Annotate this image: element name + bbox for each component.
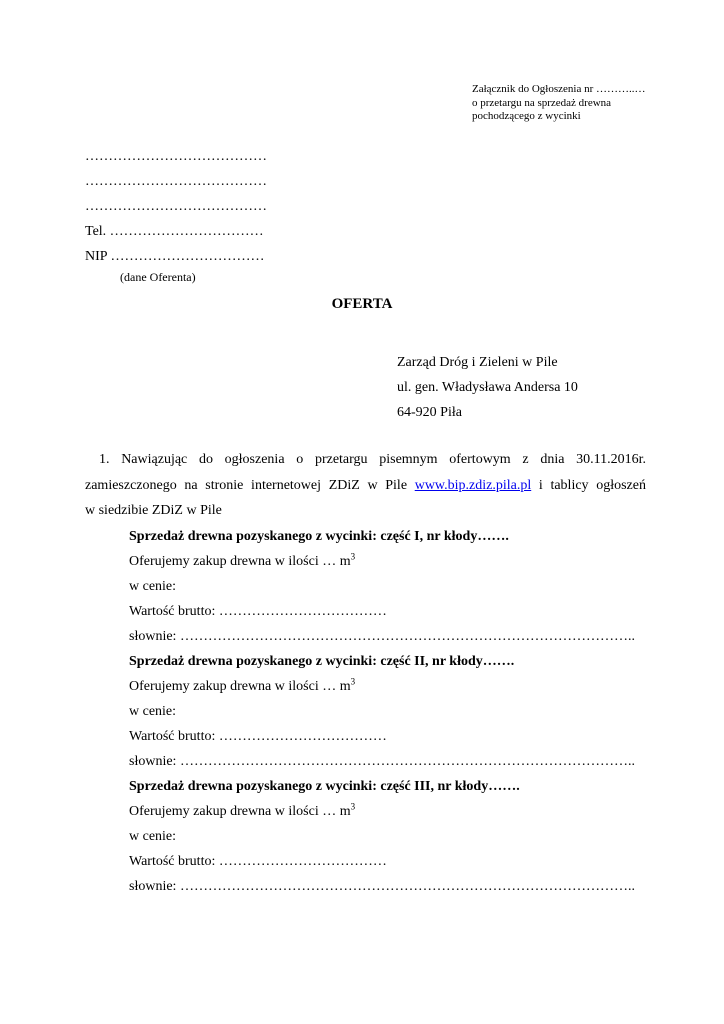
offer-sections bbox=[129, 524, 651, 899]
offerer-nip-line: NIP …………………………… bbox=[85, 249, 265, 264]
cubic-meter-superscript: 3 bbox=[350, 676, 356, 687]
recipient-street: ul. gen. Władysława Andersa 10 bbox=[397, 380, 578, 395]
annex-note-line3: pochodzącego z wycinki bbox=[472, 110, 581, 122]
cubic-meter-superscript: 3 bbox=[350, 801, 356, 812]
section-2-heading: Sprzedaż drewna pozyskanego z wycinki: część II, nr kłody……. bbox=[129, 654, 515, 669]
section-2-words-line: słownie: …………………………………………………………………………………….. bbox=[129, 754, 635, 769]
section-1-heading: Sprzedaż drewna pozyskanego z wycinki: część I, nr kłody……. bbox=[129, 529, 509, 544]
offerer-tel-line: Tel. …………………………… bbox=[85, 224, 264, 239]
intro-paragraph bbox=[85, 447, 646, 524]
section-3-price-line: w cenie: bbox=[129, 829, 177, 844]
offerer-caption: (dane Oferenta) bbox=[120, 270, 196, 284]
section-1-gross-line: Wartość brutto: ……………………………… bbox=[129, 604, 387, 619]
intro-line1: 1. Nawiązując do ogłoszenia o przetargu pisemnym ofertowym z dnia 30.11.2016r. bbox=[99, 452, 646, 467]
section-2-quantity-line bbox=[129, 674, 651, 699]
section-1-quantity-line bbox=[129, 549, 651, 574]
recipient-block bbox=[397, 350, 578, 425]
section-3-words-line: słownie: …………………………………………………………………………………….. bbox=[129, 879, 635, 894]
section-2-gross-line: Wartość brutto: ……………………………… bbox=[129, 729, 387, 744]
intro-line2-after: i tablicy ogłoszeń bbox=[531, 477, 646, 493]
recipient-city: 64-920 Piła bbox=[397, 405, 462, 420]
section-1-words-line: słownie: …………………………………………………………………………………….. bbox=[129, 629, 635, 644]
document-title: OFERTA bbox=[331, 296, 393, 312]
annex-note-line1: Załącznik do Ogłoszenia nr ………..… bbox=[472, 83, 646, 95]
intro-line3: w siedzibie ZDiZ w Pile bbox=[85, 503, 222, 518]
offerer-block bbox=[85, 144, 267, 286]
quantity-text: Oferujemy zakup drewna w ilości … m bbox=[129, 554, 351, 569]
intro-line2-before: zamieszczonego na stronie internetowej ZDiZ w Pile bbox=[85, 477, 415, 493]
section-3-quantity-line bbox=[129, 799, 651, 824]
section-3-heading: Sprzedaż drewna pozyskanego z wycinki: część III, nr kłody……. bbox=[129, 779, 520, 794]
annex-note-line2: o przetargu na sprzedaż drewna bbox=[472, 96, 612, 109]
recipient-name: Zarząd Dróg i Zieleni w Pile bbox=[397, 355, 558, 370]
intro-line2 bbox=[85, 473, 646, 499]
cubic-meter-superscript: 3 bbox=[350, 551, 356, 562]
section-1-price-line: w cenie: bbox=[129, 579, 177, 594]
section-3-gross-line: Wartość brutto: ……………………………… bbox=[129, 854, 387, 869]
offerer-blank-line: ………………………………… bbox=[85, 174, 267, 189]
quantity-text: Oferujemy zakup drewna w ilości … m bbox=[129, 804, 351, 819]
annex-note bbox=[472, 83, 646, 124]
offerer-blank-line: ………………………………… bbox=[85, 199, 267, 214]
quantity-text: Oferujemy zakup drewna w ilości … m bbox=[129, 679, 351, 694]
section-2-price-line: w cenie: bbox=[129, 704, 177, 719]
zdiz-website-link[interactable]: www.bip.zdiz.pila.pl bbox=[414, 477, 532, 493]
offerer-blank-line: ………………………………… bbox=[85, 149, 267, 164]
